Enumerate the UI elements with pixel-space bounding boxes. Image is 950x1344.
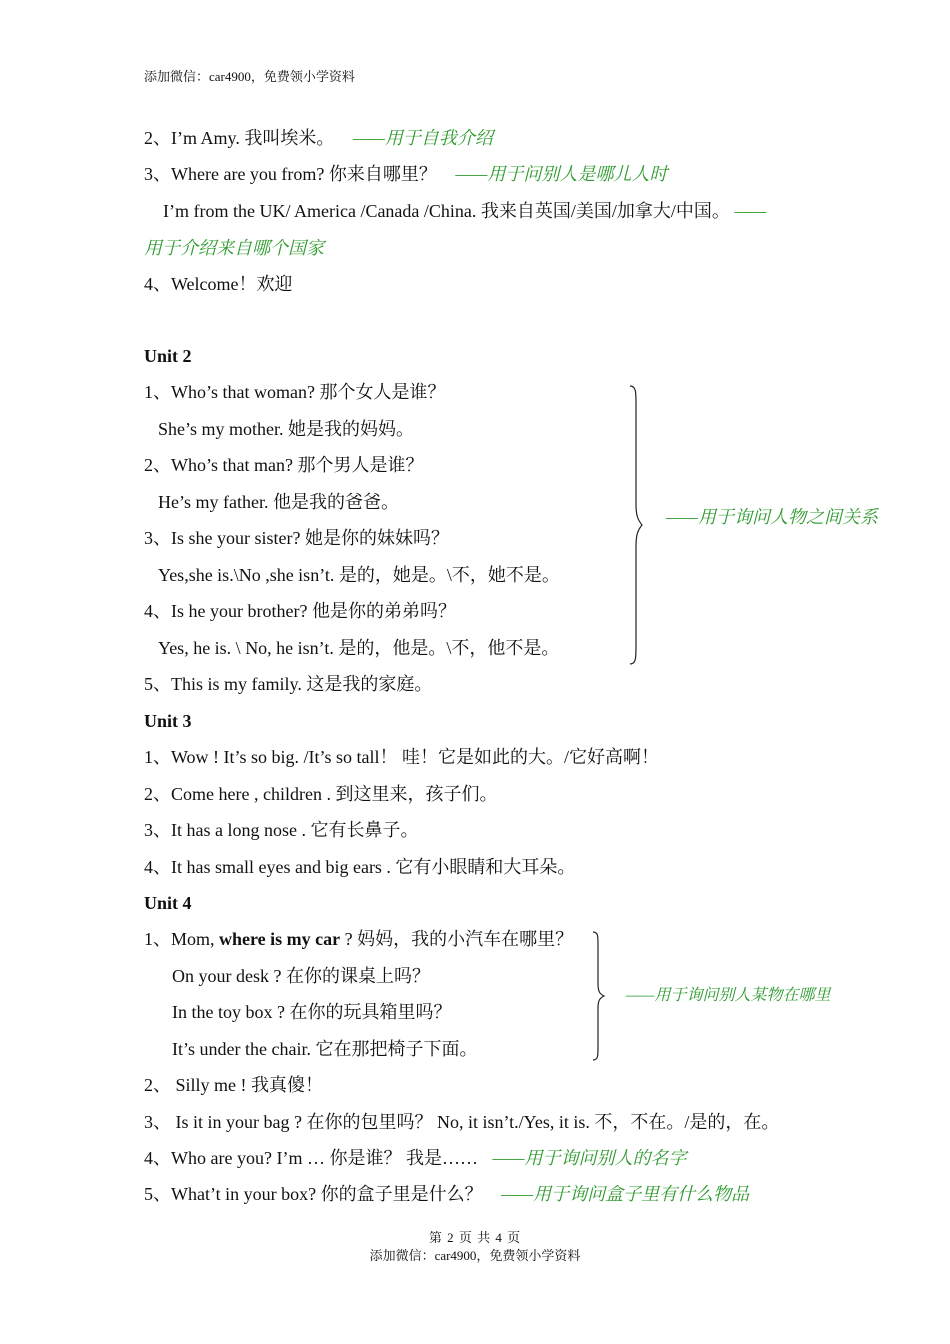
page-number: 第 2 页 共 4 页 [428, 1230, 522, 1245]
unit1-item3-answer-text: I’m from the UK/ America /Canada /China. 我来自英国/美国/加拿大/中国。 [163, 201, 730, 221]
unit4-item1 [144, 927, 573, 951]
unit2-line-1: 1、Who’s that woman? 那个女人是谁？ [144, 382, 446, 402]
unit4-line-2: In the toy box ? 在你的玩具箱里吗？ [172, 1002, 452, 1022]
unit1-item2 [144, 126, 493, 150]
unit2-line-8: Yes, he is. \ No, he isn’t. 是的，他是。\不，他不是。 [158, 638, 560, 658]
unit1-item3 [144, 162, 667, 186]
unit4-line-4: 2、 Silly me ! 我真傻！ [144, 1075, 323, 1095]
unit2-title: Unit 2 [144, 346, 192, 366]
unit1-item2-text: 2、I’m Amy. 我叫埃米。 [144, 128, 335, 148]
unit4-note: ——用于询问别人某物在哪里 [626, 987, 831, 1004]
unit4-item5-text: 5、What’t in your box? 你的盒子里是什么？ [144, 1184, 483, 1204]
unit4-line-1: On your desk ? 在你的课桌上吗？ [172, 966, 430, 986]
unit2-line-6: Yes,she is.\No ,she isn’t. 是的，她是。\不，她不是。 [158, 565, 560, 585]
unit3-line-1: 1、Wow ! It’s so big. /It’s so tall！ 哇！它是如此的大。/它好高啊！ [144, 747, 660, 767]
unit3-title: Unit 3 [144, 711, 192, 731]
unit1-item3-answer-note-a: —— [734, 201, 767, 221]
unit4-brace-icon [588, 930, 610, 1062]
unit2-line-4: He’s my father. 他是我的爸爸。 [158, 492, 399, 512]
unit4-item4-note: ——用于询问别人的名字 [492, 1148, 687, 1168]
unit1-item3-note: ——用于问别人是哪儿人时 [455, 164, 668, 184]
unit1-item3-answer-note-b: 用于介绍来自哪个国家 [144, 238, 324, 258]
unit1-item4: 4、Welcome！欢迎 [144, 274, 293, 294]
unit1-item3-text: 3、Where are you from? 你来自哪里？ [144, 164, 437, 184]
unit4-item1-prefix: 1、Mom, [144, 929, 220, 949]
unit4-item1-bold: where is my car [219, 929, 341, 949]
unit4-line-5: 3、 Is it in your bag ? 在你的包里吗？ No, it isn’t./Yes, it is. 不，不在。/是的，在。 [144, 1112, 780, 1132]
unit2-line-9: 5、This is my family. 这是我的家庭。 [144, 674, 433, 694]
unit4-line-3: It’s under the chair. 它在那把椅子下面。 [172, 1039, 478, 1059]
unit4-item5 [144, 1182, 749, 1206]
unit4-title: Unit 4 [144, 893, 192, 913]
unit2-note: ——用于询问人物之间关系 [666, 507, 879, 527]
header-note: 添加微信：car4900，免费领小学资料 [144, 69, 355, 84]
unit1-item3-answer [163, 199, 766, 223]
unit2-line-7: 4、Is he your brother? 他是你的弟弟吗？ [144, 601, 456, 621]
footer-note: 添加微信：car4900，免费领小学资料 [369, 1248, 581, 1263]
unit3-line-3: 3、It has a long nose . 它有长鼻子。 [144, 820, 419, 840]
unit3-line-2: 2、Come here , children . 到这里来，孩子们。 [144, 784, 498, 804]
unit4-item5-note: ——用于询问盒子里有什么物品 [501, 1184, 750, 1204]
unit1-item2-note: ——用于自我介绍 [352, 128, 493, 148]
unit2-line-2: She’s my mother. 她是我的妈妈。 [158, 419, 414, 439]
unit2-line-3: 2、Who’s that man? 那个男人是谁？ [144, 455, 424, 475]
unit3-line-4: 4、It has small eyes and big ears . 它有小眼睛和大耳朵。 [144, 857, 576, 877]
unit4-item1-suffix: ? 妈妈，我的小汽车在哪里？ [340, 929, 574, 949]
unit2-line-5: 3、Is she your sister? 她是你的妹妹吗？ [144, 528, 449, 548]
unit2-brace-icon [624, 384, 648, 666]
unit4-item4-text: 4、Who are you? I’m … 你是谁？ 我是…… [144, 1148, 478, 1168]
unit4-item4 [144, 1146, 686, 1170]
